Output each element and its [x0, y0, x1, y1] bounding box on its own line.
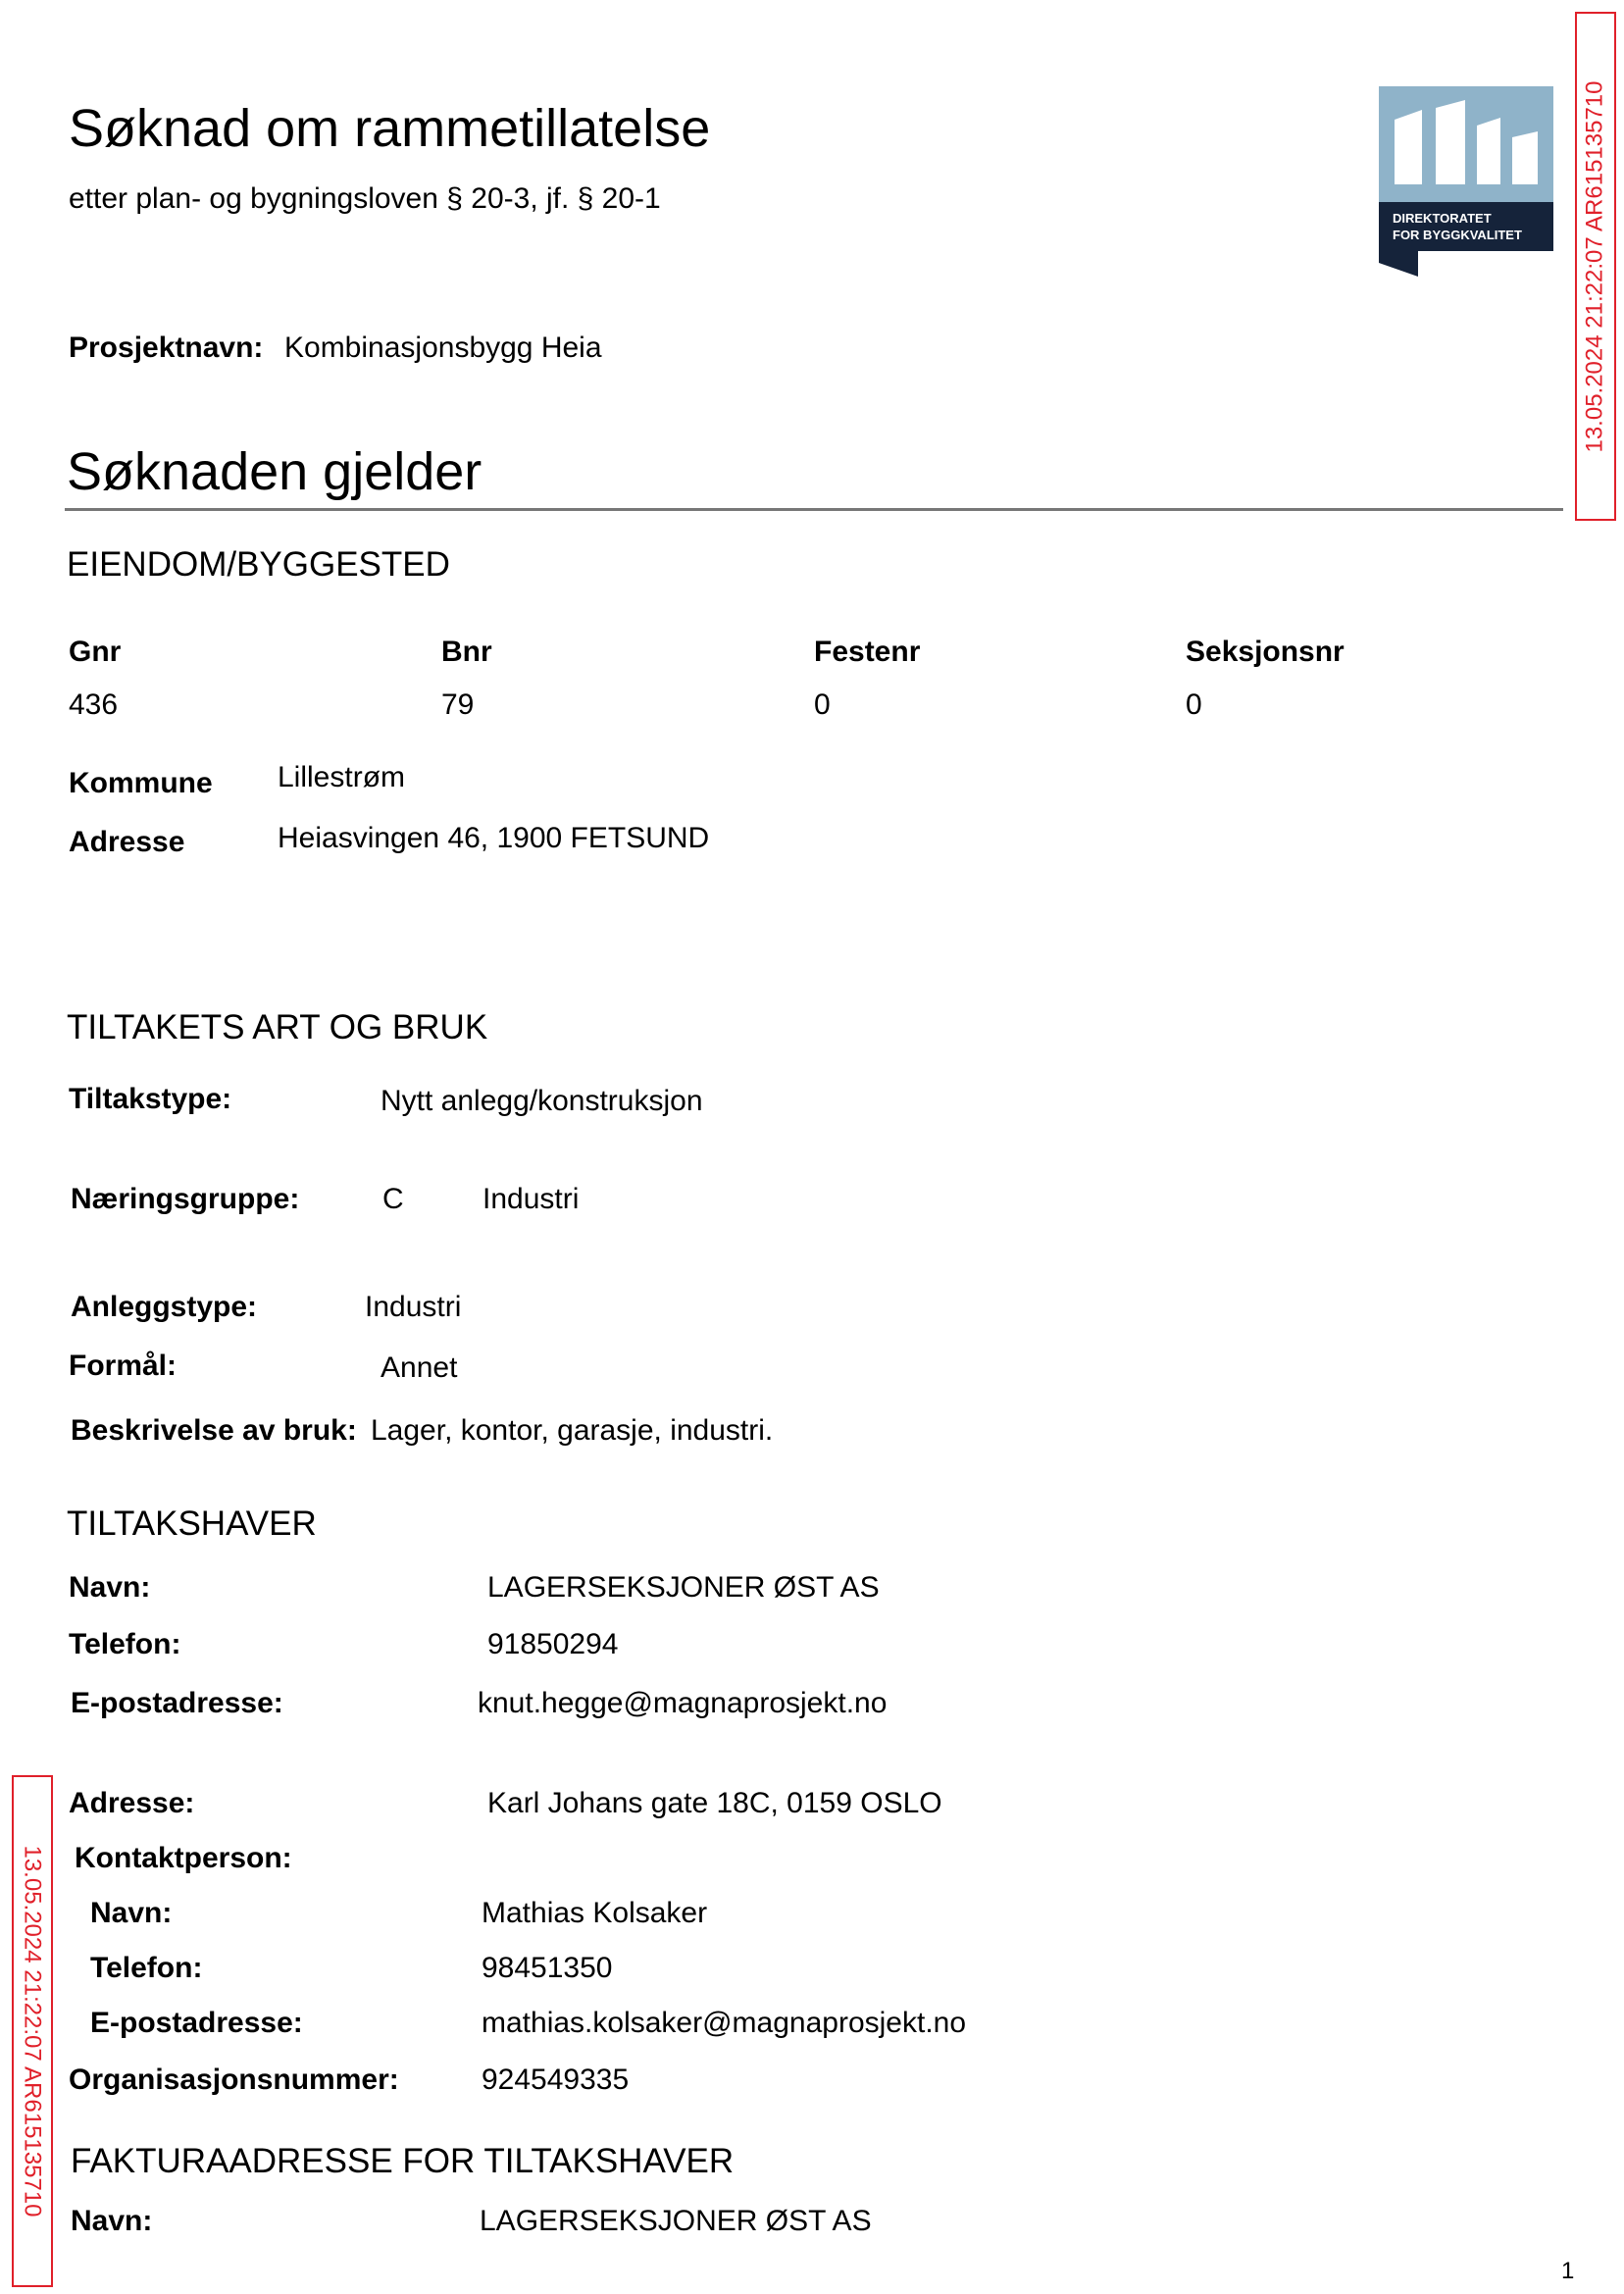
tiltak-heading: TILTAKETS ART OG BRUK [67, 1008, 488, 1046]
kontakt-epost-label: E-postadresse: [90, 2007, 303, 2039]
tiltakshaver-epost-label: E-postadresse: [71, 1687, 283, 1719]
anleggstype-value: Industri [365, 1291, 462, 1323]
faktura-navn-value: LAGERSEKSJONER ØST AS [480, 2205, 872, 2237]
naeringsgruppe-label: Næringsgruppe: [71, 1183, 300, 1215]
document-subtitle: etter plan- og bygningsloven § 20-3, jf. § 20-1 [69, 182, 661, 215]
naeringsgruppe-value: Industri [482, 1183, 580, 1215]
tiltakstype-value: Nytt anlegg/konstruksjon [381, 1085, 703, 1117]
tiltakshaver-navn-label: Navn: [69, 1571, 151, 1604]
festenr-value: 0 [814, 688, 831, 721]
receipt-stamp-top [1575, 12, 1616, 521]
logo-text-line1: DIREKTORATET [1393, 211, 1492, 226]
section-divider [65, 508, 1563, 511]
project-label: Prosjektnavn: [69, 331, 264, 364]
receipt-stamp-left [12, 1775, 53, 2287]
seksjonsnr-value: 0 [1186, 688, 1202, 721]
project-value: Kombinasjonsbygg Heia [284, 331, 602, 364]
page-number: 1 [1561, 2258, 1575, 2284]
kontaktperson-label: Kontaktperson: [75, 1842, 292, 1874]
kontakt-telefon-label: Telefon: [90, 1952, 203, 1984]
kontakt-navn-label: Navn: [90, 1897, 173, 1929]
stamp-text: 13.05.2024 21:22:07 AR615135710 [20, 1845, 46, 2218]
naeringsgruppe-code: C [382, 1183, 404, 1215]
section-title: Søknaden gjelder [67, 442, 482, 501]
tiltakshaver-adresse-label: Adresse: [69, 1787, 195, 1819]
gnr-value: 436 [69, 688, 119, 721]
gnr-label: Gnr [69, 636, 122, 668]
anleggstype-label: Anleggstype: [71, 1291, 258, 1323]
festenr-label: Festenr [814, 636, 921, 668]
kontakt-navn-value: Mathias Kolsaker [482, 1897, 708, 1929]
formal-value: Annet [381, 1351, 458, 1384]
bnr-label: Bnr [441, 636, 492, 668]
orgnr-label: Organisasjonsnummer: [69, 2064, 399, 2096]
logo-text-line2: FOR BYGGKVALITET [1393, 228, 1522, 242]
faktura-heading: FAKTURAADRESSE FOR TILTAKSHAVER [71, 2142, 735, 2180]
kontakt-telefon-value: 98451350 [482, 1952, 613, 1984]
tiltakshaver-epost-value: knut.hegge@magnaprosjekt.no [478, 1687, 888, 1719]
document-title: Søknad om rammetillatelse [69, 99, 711, 158]
kommune-label: Kommune [69, 767, 213, 799]
dibk-logo [1379, 86, 1553, 277]
stamp-text: 13.05.2024 21:22:07 AR615135710 [1582, 79, 1608, 453]
tiltakshaver-heading: TILTAKSHAVER [67, 1504, 317, 1543]
tiltakshaver-telefon-value: 91850294 [487, 1628, 619, 1660]
beskrivelse-label: Beskrivelse av bruk: [71, 1414, 357, 1447]
eiendom-heading: EIENDOM/BYGGESTED [67, 545, 450, 584]
tiltakshaver-navn-value: LAGERSEKSJONER ØST AS [487, 1571, 880, 1604]
orgnr-value: 924549335 [482, 2064, 630, 2096]
adresse-value: Heiasvingen 46, 1900 FETSUND [278, 822, 710, 854]
bnr-value: 79 [441, 688, 475, 721]
tiltakshaver-adresse-value: Karl Johans gate 18C, 0159 OSLO [487, 1787, 942, 1819]
faktura-navn-label: Navn: [71, 2205, 153, 2237]
seksjonsnr-label: Seksjonsnr [1186, 636, 1345, 668]
tiltakstype-label: Tiltakstype: [69, 1083, 232, 1115]
formal-label: Formål: [69, 1350, 178, 1382]
tiltakshaver-telefon-label: Telefon: [69, 1628, 181, 1660]
kommune-value: Lillestrøm [278, 761, 406, 793]
adresse-label: Adresse [69, 826, 185, 858]
beskrivelse-value: Lager, kontor, garasje, industri. [371, 1414, 774, 1447]
kontakt-epost-value: mathias.kolsaker@magnaprosjekt.no [482, 2007, 967, 2039]
